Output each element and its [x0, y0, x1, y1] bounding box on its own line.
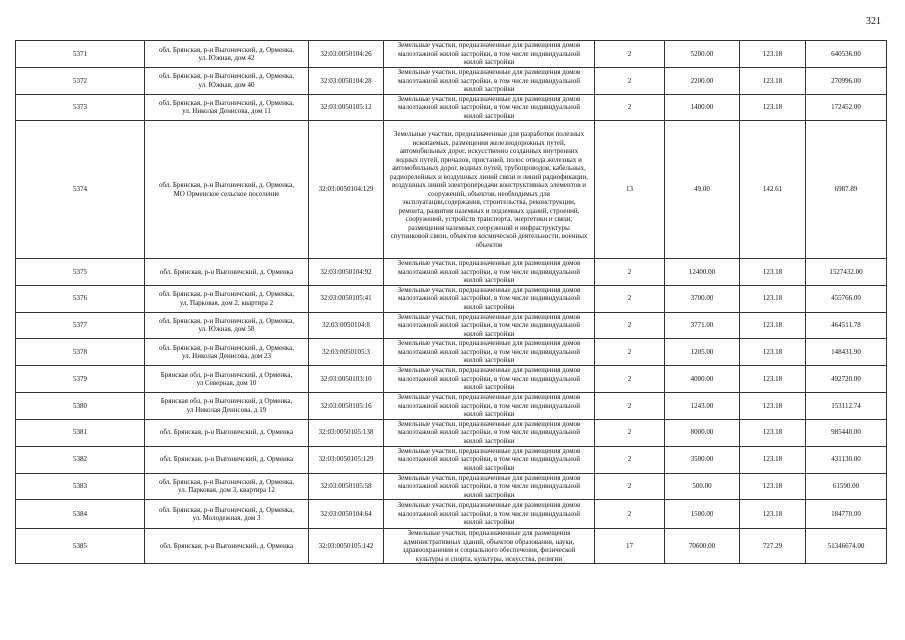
desc-line: малоэтажной жилой застройки, в том числе индивидуальной — [397, 294, 580, 303]
address-line: обл. Брянская, р-н Выгоничский, д. Орменка, — [159, 72, 294, 81]
address-line: обл. Брянская, р-н Выгоничский, д. Орменка, — [159, 181, 294, 189]
cadastral-value-cell: 61590.00 — [806, 473, 887, 500]
cadastral-value-cell: 153112.74 — [806, 393, 887, 420]
cadastral-number-cell: 32:03:0050105:16 — [309, 393, 384, 420]
address-cell — [145, 500, 309, 529]
cadastral-number-cell: 32:03:0050103:10 — [309, 366, 384, 393]
land-use-description-cell — [384, 94, 595, 121]
specific-value-cell: 123.18 — [740, 366, 806, 393]
cadastral-number-cell: 32:03:0050105:58 — [309, 473, 384, 500]
group-number-cell: 2 — [595, 312, 665, 339]
area-cell: 4000.00 — [665, 366, 740, 393]
land-use-description-cell — [384, 473, 595, 500]
table-row — [16, 366, 887, 393]
address-cell — [145, 446, 309, 473]
address-cell — [145, 393, 309, 420]
area-cell: 3500.00 — [665, 446, 740, 473]
group-number-cell: 2 — [595, 473, 665, 500]
address-line: Брянская обл, р-н Выгоничский, д Орменка, — [160, 397, 293, 406]
land-use-description-cell — [384, 393, 595, 420]
address-line: обл. Брянская, р-н Выгоничский, д. Орменка — [159, 267, 294, 276]
address-cell — [145, 473, 309, 500]
desc-line: жилой застройки — [463, 436, 515, 445]
cadastral-value-cell: 184770.00 — [806, 500, 887, 529]
specific-value-cell: 123.18 — [740, 500, 806, 529]
record-number-cell: 5372 — [16, 68, 145, 95]
desc-line: Земельные участки, предназначенные для размещения домов — [397, 285, 581, 294]
desc-line: малоэтажной жилой застройки, в том числе индивидуальной — [397, 455, 580, 464]
address-cell — [145, 339, 309, 366]
desc-line: Земельные участки, предназначенные для размещения домов — [397, 339, 581, 348]
land-use-description-cell — [384, 339, 595, 366]
desc-line: малоэтажной жилой застройки, в том числе индивидуальной — [397, 49, 580, 58]
land-use-description-cell — [384, 285, 595, 312]
desc-line: ремонта, развития наземных и подземных зданий, строений, — [398, 206, 580, 215]
desc-line: автомобильных дорог, искусственно созданных внутренних — [399, 147, 579, 155]
specific-value-cell: 123.18 — [740, 285, 806, 312]
cadastral-value-cell: 172452.00 — [806, 94, 887, 121]
address-line: обл. Брянская, р-н Выгоничский, д. Орменка, — [159, 98, 294, 107]
area-cell: 1500.00 — [665, 500, 740, 529]
address-cell — [145, 94, 309, 121]
desc-line: жилой застройки — [463, 518, 515, 527]
land-use-description-cell — [384, 41, 595, 68]
record-number-cell: 5377 — [16, 312, 145, 339]
address-cell — [145, 41, 309, 68]
area-cell: 1243.00 — [665, 393, 740, 420]
desc-line: сооружений, устройств транспорта, энергетики и связи; — [405, 215, 573, 223]
group-number-cell: 17 — [595, 529, 665, 564]
table-row — [16, 393, 887, 420]
desc-line: жилой застройки — [463, 111, 515, 120]
group-number-cell: 2 — [595, 259, 665, 286]
land-use-description-cell — [384, 259, 595, 286]
area-cell: 3771.00 — [665, 312, 740, 339]
cadastral-value-cell: 492720.00 — [806, 366, 887, 393]
cadastral-value-cell: 51346674.00 — [806, 529, 887, 564]
group-number-cell: 2 — [595, 339, 665, 366]
group-number-cell: 2 — [595, 285, 665, 312]
desc-line: жилой застройки — [463, 276, 515, 284]
table-row — [16, 259, 887, 286]
record-number-cell: 5376 — [16, 285, 145, 312]
table-row — [16, 500, 887, 529]
area-cell: 500.00 — [665, 473, 740, 500]
desc-line: Земельные участки, предназначенные для размещения домов — [397, 94, 581, 103]
cadastral-number-cell: 32:03:0050104:26 — [309, 41, 384, 68]
address-cell — [145, 121, 309, 259]
desc-line: Земельные участки, предназначенные для разработки полезных — [393, 130, 585, 138]
group-number-cell: 2 — [595, 393, 665, 420]
desc-line: жилой застройки — [463, 410, 515, 418]
cadastral-value-cell: 1527432.00 — [806, 259, 887, 286]
address-cell — [145, 366, 309, 393]
specific-value-cell: 123.18 — [740, 393, 806, 420]
desc-line: административных зданий, объектов образования, науки, — [403, 537, 575, 546]
address-line: обл. Брянская, р-н Выгоничский, д. Орменка, — [159, 290, 294, 298]
table-row — [16, 121, 887, 259]
cadastral-number-cell: 32:03:0050104:8 — [309, 312, 384, 339]
specific-value-cell: 123.18 — [740, 259, 806, 286]
address-line: ул. Николая Денисова, дом 23 — [181, 352, 271, 360]
desc-line: спутниковой связи, объектов космической деятельности, военных — [390, 232, 588, 240]
address-line: ул. Южная, дом 42 — [198, 54, 255, 62]
record-number-cell: 5382 — [16, 446, 145, 473]
specific-value-cell: 142.61 — [740, 121, 806, 259]
address-line: ул Северная, дом 10 — [196, 379, 257, 387]
table-row — [16, 339, 887, 366]
desc-line: жилой застройки — [463, 463, 515, 472]
cadastral-number-cell: 32:03:0050105:129 — [309, 446, 384, 473]
page-number: 321 — [866, 16, 881, 27]
address-line: Брянская обл, р-н Выгоничский, д Орменка, — [160, 370, 293, 379]
cadastral-value-cell: 6987.89 — [806, 121, 887, 259]
desc-line: жилой застройки — [463, 58, 515, 67]
area-cell: 70600.00 — [665, 529, 740, 564]
desc-line: здравоохранения и социального обеспечения, физической — [402, 546, 576, 554]
specific-value-cell: 123.18 — [740, 94, 806, 121]
area-cell: 2200.00 — [665, 68, 740, 95]
desc-line: малоэтажной жилой застройки, в том числе индивидуальной — [397, 76, 580, 85]
address-cell — [145, 285, 309, 312]
table-row — [16, 473, 887, 500]
cadastral-value-cell: 985440.00 — [806, 419, 887, 446]
specific-value-cell: 123.18 — [740, 473, 806, 500]
cadastral-number-cell: 32:03:0050104:64 — [309, 500, 384, 529]
desc-line: размещения наземных сооружений и инфраструктуры — [408, 223, 570, 232]
land-use-description-cell — [384, 68, 595, 95]
cadastral-value-cell: 431130.00 — [806, 446, 887, 473]
desc-line: Земельные участки, предназначенные для размещения домов — [397, 366, 581, 375]
group-number-cell: 2 — [595, 41, 665, 68]
cadastral-number-cell: 32:03:0050104:92 — [309, 259, 384, 286]
table-row — [16, 94, 887, 121]
address-line: обл. Брянская, р-н Выгоничский, д. Орменка — [159, 541, 294, 550]
area-cell: 49.00 — [665, 121, 740, 259]
record-number-cell: 5373 — [16, 94, 145, 121]
land-use-description-cell — [384, 419, 595, 446]
address-line: ул. Южная, дом 40 — [198, 80, 255, 89]
desc-line: ископаемых, размещения железнодорожных путей, — [412, 138, 566, 147]
land-use-description-cell — [384, 500, 595, 529]
record-number-cell: 5379 — [16, 366, 145, 393]
land-use-description-cell — [384, 312, 595, 339]
cadastral-number-cell: 32:03:0050105:142 — [309, 529, 384, 564]
desc-line: Земельные участки, предназначенные для размещения домов — [397, 41, 581, 50]
table-row — [16, 68, 887, 95]
desc-line: Земельные участки, предназначенные для размещения домов — [397, 312, 581, 321]
cadastral-value-cell: 464511.78 — [806, 312, 887, 339]
desc-line: малоэтажной жилой застройки, в том числе индивидуальной — [397, 347, 580, 356]
desc-line: Земельные участки, предназначенные для размещения домов — [397, 473, 581, 482]
desc-line: Земельные участки, предназначенные для размещения домов — [397, 501, 581, 510]
desc-line: жилой застройки — [463, 302, 515, 311]
desc-line: жилой застройки — [463, 356, 515, 365]
area-cell: 12400.00 — [665, 259, 740, 286]
desc-line: жилой застройки — [463, 490, 515, 499]
specific-value-cell: 123.18 — [740, 68, 806, 95]
table-row — [16, 529, 887, 564]
address-line: обл. Брянская, р-н Выгоничский, д. Орменка, — [159, 316, 294, 325]
table-row — [16, 446, 887, 473]
cadastral-number-cell: 32:03:0050105:3 — [309, 339, 384, 366]
address-line: обл. Брянская, р-н Выгоничский, д. Орменка, — [159, 343, 294, 352]
desc-line: малоэтажной жилой застройки, в том числе индивидуальной — [397, 374, 580, 383]
area-cell: 1205.00 — [665, 339, 740, 366]
address-line: обл. Брянская, р-н Выгоничский, д. Орменка, — [159, 505, 294, 514]
table-row — [16, 312, 887, 339]
desc-line: жилой застройки — [463, 383, 515, 392]
desc-line: Земельные участки, предназначенные для размещения домов — [397, 446, 581, 455]
specific-value-cell: 123.18 — [740, 312, 806, 339]
cadastral-number-cell: 32:03:0050104:28 — [309, 68, 384, 95]
group-number-cell: 2 — [595, 419, 665, 446]
desc-line: малоэтажной жилой застройки, в том числе индивидуальной — [397, 509, 580, 518]
desc-line: Земельные участки, предназначенные для размещения домов — [397, 419, 581, 428]
address-cell — [145, 68, 309, 95]
area-cell: 5200.00 — [665, 41, 740, 68]
area-cell: 3700.00 — [665, 285, 740, 312]
desc-line: Земельные участки, предназначенные для размещения домов — [397, 259, 581, 267]
record-number-cell: 5375 — [16, 259, 145, 286]
group-number-cell: 2 — [595, 500, 665, 529]
record-number-cell: 5381 — [16, 419, 145, 446]
cadastral-number-cell: 32:03:0050105:138 — [309, 419, 384, 446]
specific-value-cell: 123.18 — [740, 446, 806, 473]
cadastral-number-cell: 32:03:0050104:129 — [309, 121, 384, 259]
address-line: обл. Брянская, р-н Выгоничский, д. Орменка, — [159, 45, 294, 54]
desc-line: эксплуатации,содержания, строительства, реконструкции, — [402, 198, 576, 206]
cadastral-value-cell: 640536.00 — [806, 41, 887, 68]
address-line: обл. Брянская, р-н Выгоничский, д. Орменка, — [159, 477, 294, 486]
address-cell — [145, 419, 309, 446]
record-number-cell: 5383 — [16, 473, 145, 500]
cadastral-value-cell: 148431.90 — [806, 339, 887, 366]
cadastral-value-cell: 270996.00 — [806, 68, 887, 95]
group-number-cell: 2 — [595, 366, 665, 393]
desc-line: водных путей, причалов, пристаней, полос отвода железных и — [396, 155, 582, 164]
record-number-cell: 5384 — [16, 500, 145, 529]
address-line: ул. Николая Денисова, дом 11 — [182, 107, 271, 116]
desc-line: радиорелейных и воздушных линий связи и линий радиофикации, — [390, 172, 588, 181]
record-number-cell: 5385 — [16, 529, 145, 564]
desc-line: культуры и спорта, культуры, искусства, религии — [415, 554, 563, 563]
table-row — [16, 41, 887, 68]
record-number-cell: 5371 — [16, 41, 145, 68]
specific-value-cell: 727.29 — [740, 529, 806, 564]
desc-line: Земельные участки, предназначенные для размещения домов — [397, 68, 581, 76]
specific-value-cell: 123.18 — [740, 419, 806, 446]
cadastral-value-table — [15, 40, 887, 564]
group-number-cell: 2 — [595, 68, 665, 95]
desc-line: малоэтажной жилой застройки, в том числе индивидуальной — [397, 428, 580, 437]
address-line: МО Орменское сельское поселение — [173, 189, 280, 198]
group-number-cell: 2 — [595, 94, 665, 121]
desc-line: малоэтажной жилой застройки, в том числе индивидуальной — [397, 401, 580, 410]
area-cell: 1400.00 — [665, 94, 740, 121]
address-line: ул. Парковая, дом 3, квартира 12 — [178, 486, 275, 495]
address-line: ул Николая Денисова, д 19 — [186, 405, 267, 414]
cadastral-number-cell: 32:03:0050105:41 — [309, 285, 384, 312]
specific-value-cell: 123.18 — [740, 41, 806, 68]
land-use-description-cell — [384, 121, 595, 259]
address-cell — [145, 259, 309, 286]
desc-line: жилой застройки — [463, 85, 515, 93]
address-line: обл. Брянская, р-н Выгоничский, д. Орменка — [159, 455, 294, 464]
address-line: ул. Молодежная, дом 3 — [192, 514, 261, 522]
desc-line: автомобильных дорог, водных путей, трубопроводов, кабельных, — [392, 164, 586, 172]
land-use-description-cell — [384, 446, 595, 473]
record-number-cell: 5378 — [16, 339, 145, 366]
land-use-description-cell — [384, 529, 595, 564]
desc-line: воздушных линий электропередачи конструктивных элементов и — [391, 181, 587, 189]
desc-line: малоэтажной жилой застройки, в том числе индивидуальной — [397, 321, 580, 329]
address-cell — [145, 312, 309, 339]
desc-line: Земельные участки, предназначенные для размещения домов — [397, 393, 581, 401]
desc-line: малоэтажной жилой застройки, в том числе индивидуальной — [397, 103, 580, 111]
table-row — [16, 285, 887, 312]
table-row — [16, 419, 887, 446]
cadastral-number-cell: 32:03:0050105:12 — [309, 94, 384, 121]
land-use-description-cell — [384, 366, 595, 393]
specific-value-cell: 123.18 — [740, 339, 806, 366]
group-number-cell: 13 — [595, 121, 665, 259]
address-line: обл. Брянская, р-н Выгоничский, д. Орменка — [159, 428, 294, 437]
desc-line: малоэтажной жилой застройки, в том числе индивидуальной — [397, 267, 580, 276]
record-number-cell: 5380 — [16, 393, 145, 420]
area-cell: 8000.00 — [665, 419, 740, 446]
desc-line: жилой застройки — [463, 329, 515, 338]
address-line: ул. Парковая, дом 2, квартира 2 — [179, 298, 274, 307]
desc-line: сооружений, объектов, необходимых для — [428, 189, 550, 198]
desc-line: объектов — [475, 240, 503, 249]
address-line: ул. Южная, дом 58 — [198, 325, 255, 334]
cadastral-value-cell: 455766.00 — [806, 285, 887, 312]
desc-line: Земельные участки, предназначенные для размещения — [407, 529, 571, 537]
desc-line: малоэтажной жилой застройки, в том числе индивидуальной — [397, 482, 580, 490]
address-cell — [145, 529, 309, 564]
record-number-cell: 5374 — [16, 121, 145, 259]
group-number-cell: 2 — [595, 446, 665, 473]
